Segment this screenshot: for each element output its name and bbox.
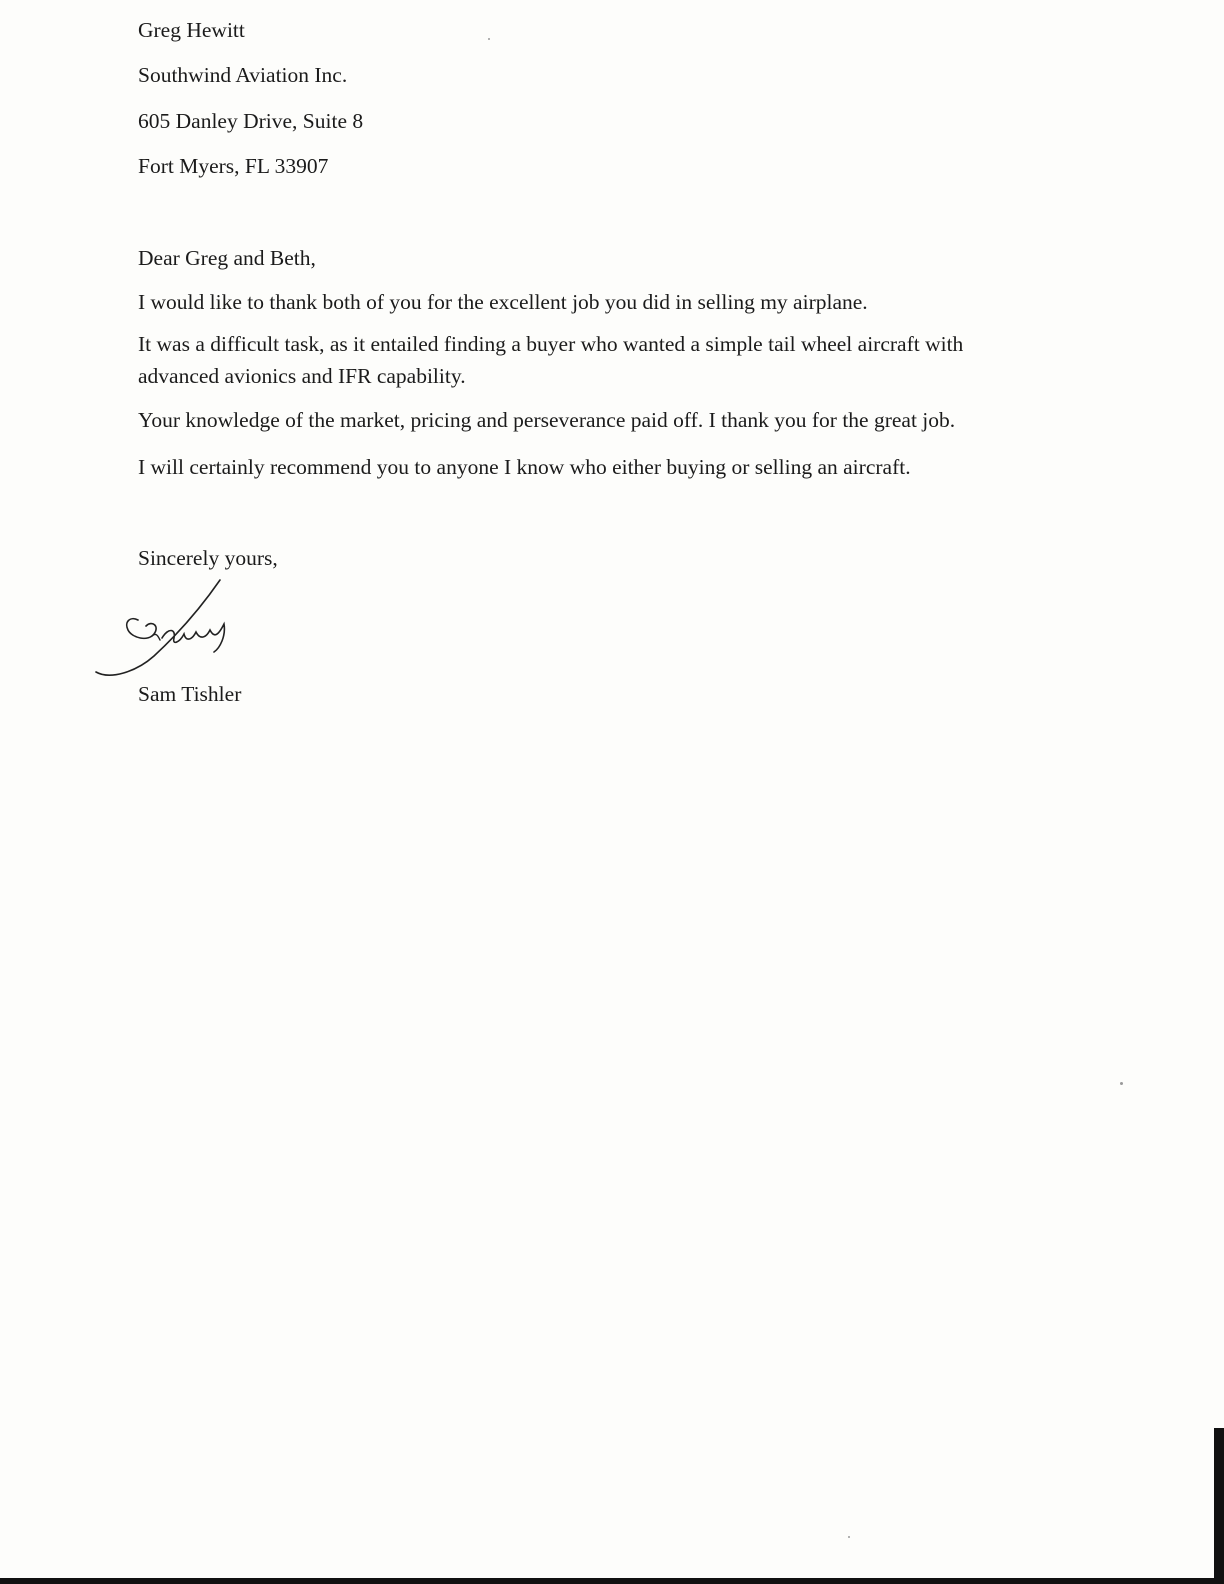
signer-name: Sam Tishler <box>138 682 242 706</box>
scan-edge-bottom <box>0 1578 1224 1584</box>
closing: Sincerely yours, <box>138 546 278 570</box>
body-paragraph-3: Your knowledge of the market, pricing and perseverance paid off. I thank you for the great job. <box>138 408 956 432</box>
recipient-address-line2: Fort Myers, FL 33907 <box>138 154 329 178</box>
scan-speck <box>488 38 490 40</box>
scan-edge-right <box>1214 1428 1224 1584</box>
recipient-name: Greg Hewitt <box>138 18 245 42</box>
recipient-company: Southwind Aviation Inc. <box>138 63 348 87</box>
scan-speck <box>848 1536 850 1538</box>
body-paragraph-2-line-1: It was a difficult task, as it entailed finding a buyer who wanted a simple tail wheel aircraft with <box>138 332 964 356</box>
body-paragraph-1: I would like to thank both of you for the excellent job you did in selling my airplane. <box>138 290 868 314</box>
body-paragraph-4: I will certainly recommend you to anyone I know who either buying or selling an aircraft. <box>138 455 911 479</box>
scan-speck <box>1120 1082 1123 1085</box>
recipient-address-line1: 605 Danley Drive, Suite 8 <box>138 109 364 133</box>
greeting: Dear Greg and Beth, <box>138 246 316 270</box>
handwritten-signature-icon <box>92 576 242 680</box>
body-paragraph-2-line-2: advanced avionics and IFR capability. <box>138 364 466 388</box>
